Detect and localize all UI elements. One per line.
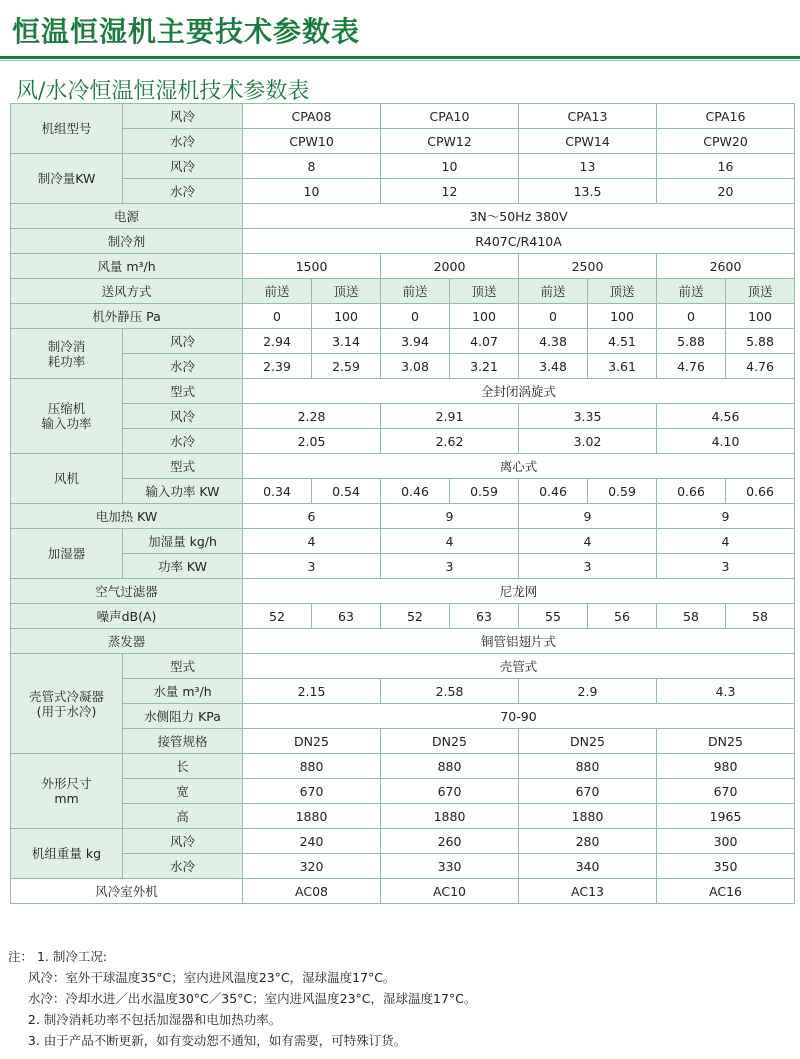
table-cell: 4.10 bbox=[657, 429, 795, 454]
table-cell: 4 bbox=[243, 529, 381, 554]
table-cell: 980 bbox=[657, 754, 795, 779]
table-cell: 9 bbox=[519, 504, 657, 529]
table-header-cell: 压缩机 输入功率 bbox=[11, 379, 123, 454]
table-cell: 3.21 bbox=[450, 354, 519, 379]
table-cell: 100 bbox=[312, 304, 381, 329]
spec-table-body bbox=[11, 104, 795, 904]
table-header-cell: 前送 bbox=[519, 279, 588, 304]
table-cell: DN25 bbox=[657, 729, 795, 754]
table-cell: DN25 bbox=[243, 729, 381, 754]
table-cell: CPA16 bbox=[657, 104, 795, 129]
table-header-cell: 水冷 bbox=[123, 854, 243, 879]
table-cell: CPW20 bbox=[657, 129, 795, 154]
table-cell: 13.5 bbox=[519, 179, 657, 204]
table-row bbox=[11, 854, 795, 879]
table-cell: 10 bbox=[243, 179, 381, 204]
table-header-cell: 风冷 bbox=[123, 104, 243, 129]
table-header-cell: 型式 bbox=[123, 654, 243, 679]
table-row bbox=[11, 279, 795, 304]
note-line: 2. 制冷消耗功率不包括加湿器和电加热功率。 bbox=[8, 1012, 282, 1027]
table-cell: 1965 bbox=[657, 804, 795, 829]
table-cell: 0.66 bbox=[726, 479, 795, 504]
table-cell: AC13 bbox=[519, 879, 657, 904]
table-row bbox=[11, 254, 795, 279]
table-row bbox=[11, 579, 795, 604]
table-cell: 56 bbox=[588, 604, 657, 629]
table-header-cell: 机组型号 bbox=[11, 104, 123, 154]
table-cell: 0.59 bbox=[450, 479, 519, 504]
table-cell: 55 bbox=[519, 604, 588, 629]
table-cell: 2.39 bbox=[243, 354, 312, 379]
table-row bbox=[11, 779, 795, 804]
table-header-cell: 机组重量 kg bbox=[11, 829, 123, 879]
table-cell: 3 bbox=[243, 554, 381, 579]
table-cell: 8 bbox=[243, 154, 381, 179]
table-row bbox=[11, 679, 795, 704]
table-header-cell: 电源 bbox=[11, 204, 243, 229]
table-header-cell: 风冷 bbox=[123, 154, 243, 179]
table-header-cell: 蒸发器 bbox=[11, 629, 243, 654]
table-row bbox=[11, 429, 795, 454]
table-header-cell: 水量 m³/h bbox=[123, 679, 243, 704]
table-cell: 2500 bbox=[519, 254, 657, 279]
table-cell: 4 bbox=[519, 529, 657, 554]
table-cell: 58 bbox=[726, 604, 795, 629]
table-cell: 0 bbox=[657, 304, 726, 329]
table-cell: 2.62 bbox=[381, 429, 519, 454]
table-header-cell: 加湿器 bbox=[11, 529, 123, 579]
table-cell: 0.46 bbox=[381, 479, 450, 504]
table-cell: 1880 bbox=[519, 804, 657, 829]
table-cell: 1500 bbox=[243, 254, 381, 279]
table-cell: 0.54 bbox=[312, 479, 381, 504]
table-row bbox=[11, 829, 795, 854]
table-cell: 5.88 bbox=[726, 329, 795, 354]
table-cell: DN25 bbox=[381, 729, 519, 754]
table-header-cell: 前送 bbox=[657, 279, 726, 304]
table-cell: 4 bbox=[657, 529, 795, 554]
table-cell: 4.38 bbox=[519, 329, 588, 354]
table-cell: 670 bbox=[657, 779, 795, 804]
table-cell: CPA10 bbox=[381, 104, 519, 129]
table-cell: 3 bbox=[381, 554, 519, 579]
table-row bbox=[11, 404, 795, 429]
footnotes bbox=[8, 946, 476, 1051]
table-row bbox=[11, 304, 795, 329]
table-cell: 320 bbox=[243, 854, 381, 879]
table-cell: 1880 bbox=[381, 804, 519, 829]
table-header-cell: 型式 bbox=[123, 454, 243, 479]
table-cell: 尼龙网 bbox=[243, 579, 795, 604]
table-cell: 离心式 bbox=[243, 454, 795, 479]
table-header-cell: 壳管式冷凝器 (用于水冷) bbox=[11, 654, 123, 754]
table-cell: 880 bbox=[243, 754, 381, 779]
table-cell: 280 bbox=[519, 829, 657, 854]
table-cell: 52 bbox=[381, 604, 450, 629]
table-cell: 3.61 bbox=[588, 354, 657, 379]
table-row bbox=[11, 329, 795, 354]
table-cell: 2.58 bbox=[381, 679, 519, 704]
note-line: 风冷：室外干球温度35°C；室内进风温度23°C，湿球温度17°C。 bbox=[8, 970, 396, 985]
table-cell: 52 bbox=[243, 604, 312, 629]
table-cell: 58 bbox=[657, 604, 726, 629]
table-row bbox=[11, 104, 795, 129]
table-cell: 240 bbox=[243, 829, 381, 854]
table-cell: 63 bbox=[312, 604, 381, 629]
table-cell: 260 bbox=[381, 829, 519, 854]
table-cell: CPA08 bbox=[243, 104, 381, 129]
table-cell: 0 bbox=[243, 304, 312, 329]
table-cell: 风冷室外机 bbox=[11, 879, 243, 904]
table-cell: 2.59 bbox=[312, 354, 381, 379]
table-cell: 3 bbox=[519, 554, 657, 579]
table-header-cell: 水冷 bbox=[123, 354, 243, 379]
note-line: 水冷：冷却水进／出水温度30°C／35°C；室内进风温度23°C，湿球温度17°C。 bbox=[8, 991, 477, 1006]
table-header-cell: 型式 bbox=[123, 379, 243, 404]
table-cell: 2.28 bbox=[243, 404, 381, 429]
table-header-cell: 接管规格 bbox=[123, 729, 243, 754]
table-header-cell: 风机 bbox=[11, 454, 123, 504]
table-row bbox=[11, 629, 795, 654]
table-row bbox=[11, 704, 795, 729]
table-cell: AC16 bbox=[657, 879, 795, 904]
table-cell: 1880 bbox=[243, 804, 381, 829]
table-header-cell: 顶送 bbox=[312, 279, 381, 304]
table-header-cell: 宽 bbox=[123, 779, 243, 804]
table-row bbox=[11, 379, 795, 404]
spec-table bbox=[10, 103, 795, 904]
table-row bbox=[11, 479, 795, 504]
table-cell: 0.34 bbox=[243, 479, 312, 504]
table-cell: 3.94 bbox=[381, 329, 450, 354]
table-cell: 880 bbox=[519, 754, 657, 779]
table-header-cell: 前送 bbox=[381, 279, 450, 304]
table-row bbox=[11, 129, 795, 154]
table-header-cell: 水侧阻力 KPa bbox=[123, 704, 243, 729]
table-cell: 4.76 bbox=[726, 354, 795, 379]
table-header-cell: 前送 bbox=[243, 279, 312, 304]
table-header-cell: 风冷 bbox=[123, 329, 243, 354]
table-header-cell: 长 bbox=[123, 754, 243, 779]
table-row bbox=[11, 354, 795, 379]
table-row bbox=[11, 529, 795, 554]
table-cell: 2000 bbox=[381, 254, 519, 279]
table-cell: 12 bbox=[381, 179, 519, 204]
table-header-cell: 功率 KW bbox=[123, 554, 243, 579]
table-cell: 100 bbox=[450, 304, 519, 329]
table-header-cell: 顶送 bbox=[450, 279, 519, 304]
table-row bbox=[11, 604, 795, 629]
table-cell: 670 bbox=[519, 779, 657, 804]
table-cell: 3.48 bbox=[519, 354, 588, 379]
table-cell: 2.15 bbox=[243, 679, 381, 704]
table-header-cell: 噪声dB(A) bbox=[11, 604, 243, 629]
title-divider-thin bbox=[0, 60, 800, 61]
table-header-cell: 空气过滤器 bbox=[11, 579, 243, 604]
table-cell: 0.46 bbox=[519, 479, 588, 504]
table-header-cell: 水冷 bbox=[123, 129, 243, 154]
table-cell: 0.66 bbox=[657, 479, 726, 504]
table-cell: 4.56 bbox=[657, 404, 795, 429]
table-row bbox=[11, 204, 795, 229]
table-cell: 2.94 bbox=[243, 329, 312, 354]
table-cell: 350 bbox=[657, 854, 795, 879]
table-cell: 3.14 bbox=[312, 329, 381, 354]
table-row bbox=[11, 879, 795, 904]
table-cell: 9 bbox=[657, 504, 795, 529]
table-header-cell: 制冷剂 bbox=[11, 229, 243, 254]
table-cell: DN25 bbox=[519, 729, 657, 754]
table-cell: AC08 bbox=[243, 879, 381, 904]
table-header-cell: 送风方式 bbox=[11, 279, 243, 304]
table-cell: 3.02 bbox=[519, 429, 657, 454]
table-cell: 13 bbox=[519, 154, 657, 179]
table-row bbox=[11, 729, 795, 754]
table-cell: 10 bbox=[381, 154, 519, 179]
table-cell: 63 bbox=[450, 604, 519, 629]
table-header-cell: 外形尺寸 mm bbox=[11, 754, 123, 829]
table-cell: 4 bbox=[381, 529, 519, 554]
table-cell: 340 bbox=[519, 854, 657, 879]
table-cell: CPW10 bbox=[243, 129, 381, 154]
table-cell: CPA13 bbox=[519, 104, 657, 129]
table-row bbox=[11, 454, 795, 479]
table-row bbox=[11, 154, 795, 179]
table-header-cell: 制冷量KW bbox=[11, 154, 123, 204]
table-header-cell: 电加热 KW bbox=[11, 504, 243, 529]
title-divider bbox=[0, 56, 800, 59]
table-cell: 70-90 bbox=[243, 704, 795, 729]
table-header-cell: 风冷 bbox=[123, 404, 243, 429]
table-header-cell: 顶送 bbox=[726, 279, 795, 304]
table-cell: 100 bbox=[726, 304, 795, 329]
table-row bbox=[11, 754, 795, 779]
table-cell: 4.07 bbox=[450, 329, 519, 354]
table-cell: 9 bbox=[381, 504, 519, 529]
table-row bbox=[11, 179, 795, 204]
table-cell: CPW14 bbox=[519, 129, 657, 154]
table-header-cell: 制冷消 耗功率 bbox=[11, 329, 123, 379]
table-cell: 880 bbox=[381, 754, 519, 779]
table-cell: 300 bbox=[657, 829, 795, 854]
table-cell: 2600 bbox=[657, 254, 795, 279]
page-title: 恒温恒湿机主要技术参数表 bbox=[12, 15, 361, 48]
table-cell: AC10 bbox=[381, 879, 519, 904]
table-header-cell: 高 bbox=[123, 804, 243, 829]
table-cell: 5.88 bbox=[657, 329, 726, 354]
table-subtitle: 风/水冷恒温恒湿机技术参数表 bbox=[16, 79, 310, 104]
table-cell: 2.9 bbox=[519, 679, 657, 704]
table-cell: 670 bbox=[381, 779, 519, 804]
table-cell: 全封闭涡旋式 bbox=[243, 379, 795, 404]
table-cell: 0.59 bbox=[588, 479, 657, 504]
table-cell: 16 bbox=[657, 154, 795, 179]
table-cell: 铜管铝翅片式 bbox=[243, 629, 795, 654]
table-cell: 4.51 bbox=[588, 329, 657, 354]
table-cell: 330 bbox=[381, 854, 519, 879]
table-header-cell: 顶送 bbox=[588, 279, 657, 304]
table-header-cell: 输入功率 KW bbox=[123, 479, 243, 504]
table-row bbox=[11, 554, 795, 579]
table-header-cell: 机外静压 Pa bbox=[11, 304, 243, 329]
table-cell: 3.35 bbox=[519, 404, 657, 429]
table-cell: 壳管式 bbox=[243, 654, 795, 679]
table-cell: 6 bbox=[243, 504, 381, 529]
note-line: 注： 1. 制冷工况: bbox=[8, 949, 108, 964]
table-header-cell: 水冷 bbox=[123, 429, 243, 454]
table-row bbox=[11, 229, 795, 254]
table-cell: 100 bbox=[588, 304, 657, 329]
table-cell: 4.76 bbox=[657, 354, 726, 379]
note-line: 3. 由于产品不断更新，如有变动恕不通知，如有需要，可特殊订货。 bbox=[8, 1033, 407, 1048]
table-cell: 4.3 bbox=[657, 679, 795, 704]
table-cell: 0 bbox=[519, 304, 588, 329]
table-header-cell: 风量 m³/h bbox=[11, 254, 243, 279]
table-header-cell: 水冷 bbox=[123, 179, 243, 204]
table-cell: 0 bbox=[381, 304, 450, 329]
table-header-cell: 风冷 bbox=[123, 829, 243, 854]
table-cell: 3 bbox=[657, 554, 795, 579]
table-row bbox=[11, 804, 795, 829]
table-cell: 3.08 bbox=[381, 354, 450, 379]
table-header-cell: 加湿量 kg/h bbox=[123, 529, 243, 554]
table-cell: 2.05 bbox=[243, 429, 381, 454]
table-cell: 2.91 bbox=[381, 404, 519, 429]
table-cell: R407C/R410A bbox=[243, 229, 795, 254]
table-cell: 3N～50Hz 380V bbox=[243, 204, 795, 229]
table-row bbox=[11, 504, 795, 529]
table-cell: CPW12 bbox=[381, 129, 519, 154]
table-row bbox=[11, 654, 795, 679]
table-cell: 20 bbox=[657, 179, 795, 204]
table-cell: 670 bbox=[243, 779, 381, 804]
